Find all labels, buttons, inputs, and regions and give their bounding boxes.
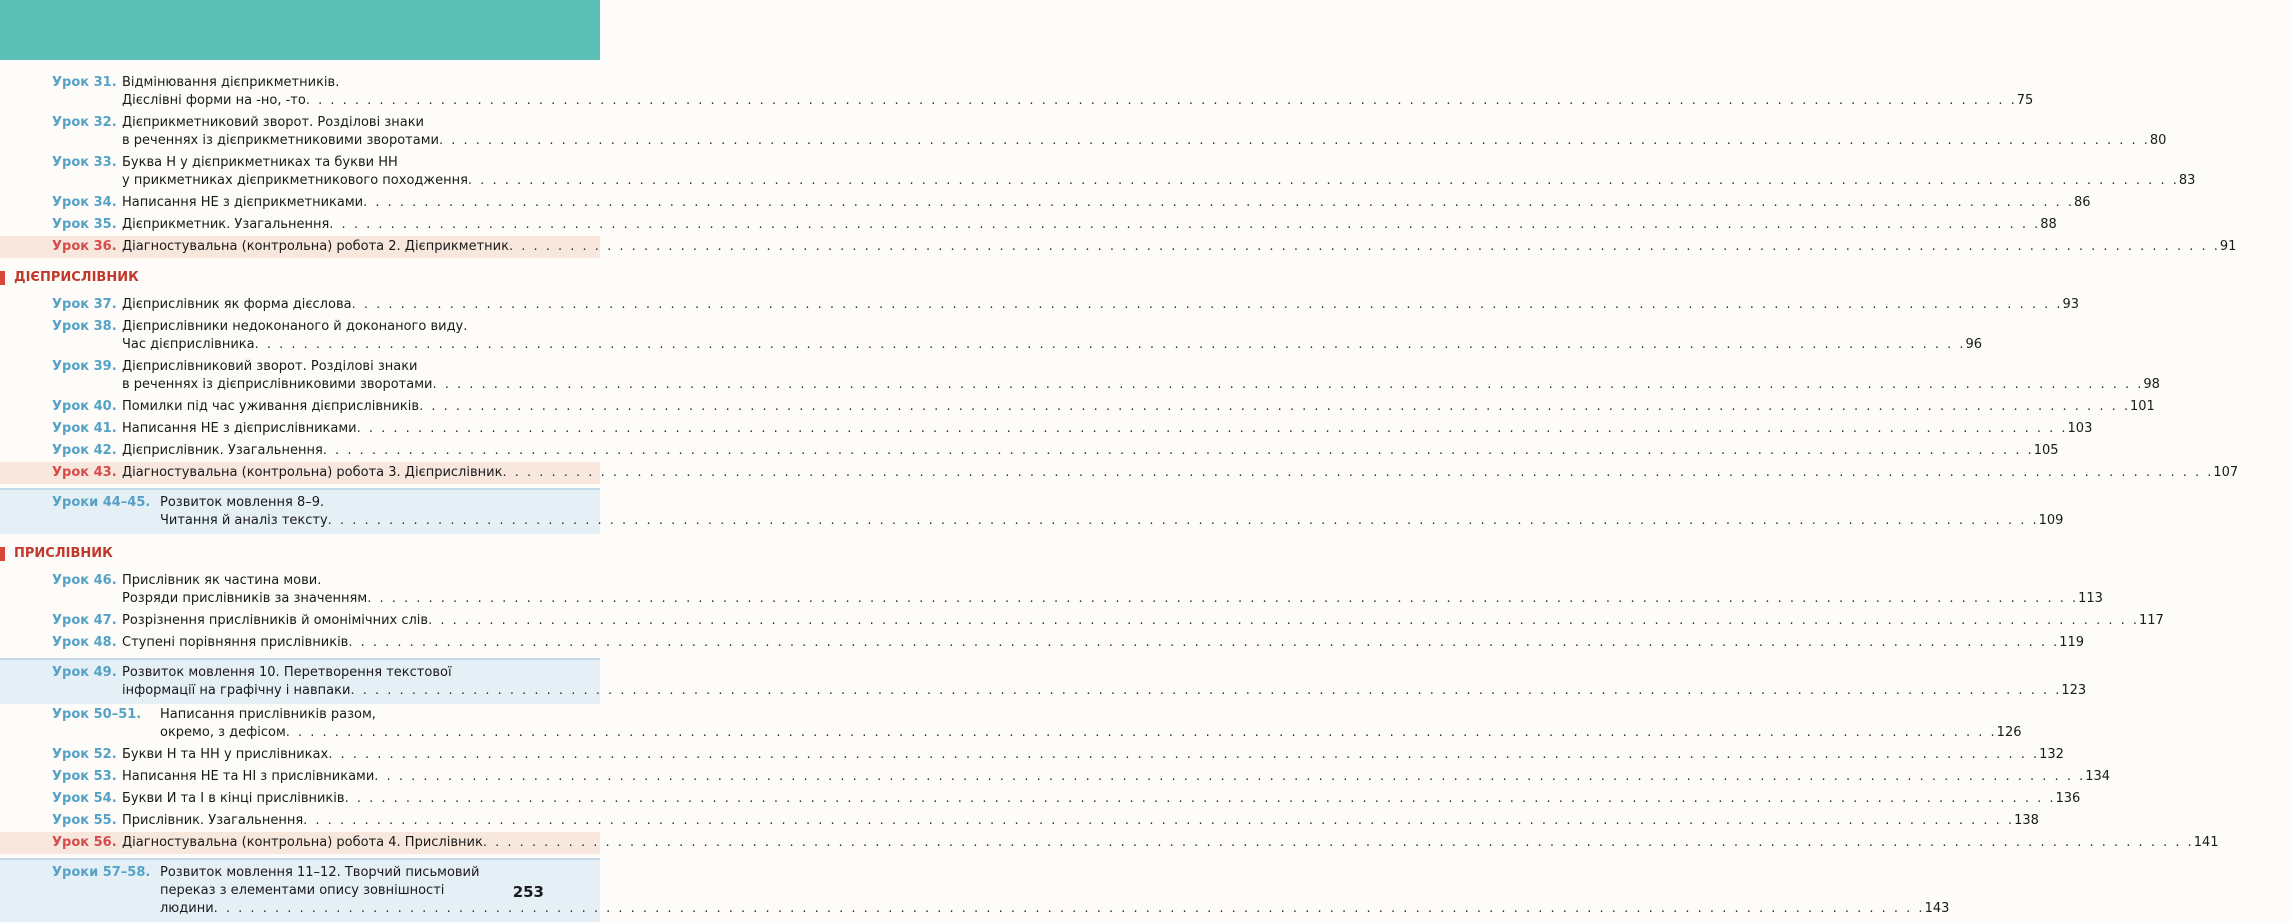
leader-dots bbox=[509, 238, 2220, 256]
lesson-title: Написання НЕ та НІ з прислівниками bbox=[122, 769, 375, 784]
toc-entry[interactable] bbox=[0, 766, 2111, 788]
leader-dots bbox=[357, 420, 2068, 438]
lesson-title: Діагностувальна (контрольна) робота 2. Дієприкметник bbox=[122, 239, 509, 254]
page-ref: 98 bbox=[2143, 377, 2160, 392]
toc-entry[interactable] bbox=[0, 72, 2034, 112]
leader-dots bbox=[348, 634, 2059, 652]
toc-entry[interactable] bbox=[0, 462, 2239, 484]
page-ref: 83 bbox=[2178, 173, 2196, 188]
leader-dots bbox=[419, 398, 2130, 416]
lesson-title: Ступені порівняння прислівників bbox=[122, 635, 349, 650]
page-ref: 80 bbox=[2149, 133, 2167, 148]
leader-dots bbox=[345, 790, 2056, 808]
leader-dots bbox=[350, 682, 2061, 700]
leader-dots bbox=[328, 512, 2039, 530]
lesson-title: Дієслівні форми на -но, -то bbox=[122, 93, 306, 108]
lesson-label: Уроки 57–58. bbox=[52, 865, 151, 880]
leader-dots bbox=[363, 194, 2074, 212]
lesson-label: Урок 48. bbox=[52, 635, 117, 650]
toc-entry[interactable] bbox=[0, 192, 2091, 214]
page-ref: 113 bbox=[2078, 591, 2103, 606]
page-ref: 109 bbox=[2038, 513, 2064, 528]
toc-entry[interactable] bbox=[0, 570, 2103, 610]
page-ref: 143 bbox=[1924, 901, 1950, 916]
lesson-label: Урок 40. bbox=[52, 399, 117, 414]
lesson-label: Урок 34. bbox=[52, 195, 117, 210]
lesson-label: Урок 35. bbox=[52, 217, 117, 232]
lesson-title: Розвиток мовлення 8–9. bbox=[160, 495, 325, 510]
toc-entry[interactable] bbox=[0, 788, 2081, 810]
lesson-title: Розрізнення прислівників й омонімічних слів bbox=[122, 613, 429, 628]
leader-dots bbox=[328, 746, 2039, 764]
lesson-label: Урок 53. bbox=[52, 769, 117, 784]
lesson-label: Урок 56. bbox=[52, 835, 117, 850]
lesson-label: Урок 54. bbox=[52, 791, 117, 806]
lesson-title: Відмінювання дієприкметників. bbox=[122, 75, 340, 90]
toc-entry[interactable] bbox=[0, 236, 2237, 258]
lesson-title: інформації на графічну і навпаки bbox=[122, 683, 351, 698]
toc-entry[interactable] bbox=[0, 294, 2080, 316]
lesson-title: людини bbox=[160, 901, 214, 916]
leader-dots bbox=[367, 590, 2078, 608]
leader-dots bbox=[255, 336, 1966, 354]
lesson-title: Розвиток мовлення 11–12. Творчий письмовий bbox=[160, 865, 480, 880]
toc-entry[interactable] bbox=[0, 744, 2064, 766]
page-ref: 141 bbox=[2193, 835, 2219, 850]
lesson-title: Написання прислівників разом, bbox=[160, 707, 376, 722]
page-ref: 134 bbox=[2085, 769, 2111, 784]
lesson-title: Дієприкметник. Узагальнення bbox=[122, 217, 330, 232]
toc-entry[interactable] bbox=[0, 112, 2167, 152]
lesson-label: Урок 47. bbox=[52, 613, 117, 628]
lesson-title: Дієприслівник. Узагальнення bbox=[122, 443, 323, 458]
lesson-title: Букви И та І в кінці прислівників bbox=[122, 791, 345, 806]
toc-entry[interactable] bbox=[0, 396, 2155, 418]
page-ref: 132 bbox=[2039, 747, 2064, 762]
header-band bbox=[0, 0, 600, 60]
lesson-label: Урок 42. bbox=[52, 443, 117, 458]
lesson-title: у прикметниках дієприкметникового походження bbox=[122, 173, 468, 188]
lesson-title: Дієприслівники недоконаного й доконаного виду. bbox=[122, 319, 468, 334]
toc-entry[interactable] bbox=[0, 214, 2057, 236]
section-heading: ДІЄПРИСЛІВНИК bbox=[0, 268, 600, 288]
page-ref: 93 bbox=[2062, 297, 2080, 312]
leader-dots bbox=[214, 900, 1925, 918]
lesson-title: Букви Н та НН у прислівниках bbox=[122, 747, 329, 762]
leader-dots bbox=[303, 812, 2014, 830]
lesson-title: Буква Н у дієприкметниках та букви НН bbox=[122, 155, 398, 170]
lesson-label: Урок 55. bbox=[52, 813, 117, 828]
toc-entry[interactable] bbox=[0, 488, 2064, 534]
page-ref: 86 bbox=[2074, 195, 2091, 210]
leader-dots bbox=[323, 442, 2034, 460]
toc-entry[interactable] bbox=[0, 418, 2093, 440]
lesson-label: Урок 31. bbox=[52, 75, 117, 90]
toc-entry[interactable] bbox=[0, 704, 2022, 744]
lesson-title: Діагностувальна (контрольна) робота 3. Дієприслівник bbox=[122, 465, 503, 480]
lesson-title: в реченнях із дієприкметниковими зворотами bbox=[122, 133, 439, 148]
lesson-title: Прислівник. Узагальнення bbox=[122, 813, 304, 828]
page-ref: 136 bbox=[2055, 791, 2081, 806]
lesson-title: Прислівник як частина мови. bbox=[122, 573, 322, 588]
toc-entry[interactable] bbox=[0, 658, 2087, 704]
page-ref: 91 bbox=[2219, 239, 2237, 254]
leader-dots bbox=[432, 376, 2143, 394]
lesson-title: в реченнях із дієприслівниковими зворотами bbox=[122, 377, 433, 392]
page-ref: 117 bbox=[2139, 613, 2164, 628]
leader-dots bbox=[352, 296, 2063, 314]
lesson-label: Уроки 44–45. bbox=[52, 495, 151, 510]
lesson-title: Читання й аналіз тексту bbox=[160, 513, 328, 528]
toc-entry[interactable] bbox=[0, 356, 2160, 396]
lesson-title: Помилки під час уживання дієприслівників bbox=[122, 399, 420, 414]
leader-dots bbox=[374, 768, 2085, 786]
lesson-label: Урок 52. bbox=[52, 747, 117, 762]
lesson-label: Урок 41. bbox=[52, 421, 117, 436]
leader-dots bbox=[329, 216, 2040, 234]
lesson-label: Урок 43. bbox=[52, 465, 117, 480]
lesson-label: Урок 33. bbox=[52, 155, 117, 170]
toc-entry[interactable] bbox=[0, 810, 2039, 832]
lesson-title: окремо, з дефісом bbox=[160, 725, 286, 740]
page-ref: 96 bbox=[1965, 337, 1983, 352]
lesson-title: переказ з елементами опису зовнішності bbox=[160, 883, 445, 898]
lesson-title: Розвиток мовлення 10. Перетворення текстової bbox=[122, 665, 452, 680]
leader-dots bbox=[428, 612, 2139, 630]
toc-entry[interactable] bbox=[0, 440, 2059, 462]
page-ref: 123 bbox=[2061, 683, 2087, 698]
lesson-title: Час дієприслівника bbox=[122, 337, 255, 352]
lesson-label: Урок 50–51. bbox=[52, 707, 142, 722]
page-number: 253 bbox=[512, 883, 544, 901]
page-ref: 107 bbox=[2213, 465, 2239, 480]
lesson-title: Написання НЕ з дієприслівниками bbox=[122, 421, 357, 436]
toc-entry[interactable] bbox=[0, 832, 2219, 854]
lesson-label: Урок 32. bbox=[52, 115, 117, 130]
toc-entry[interactable] bbox=[0, 610, 2164, 632]
page-ref: 75 bbox=[2016, 93, 2034, 108]
lesson-label: Урок 38. bbox=[52, 319, 117, 334]
toc-entry[interactable] bbox=[0, 316, 1983, 356]
lesson-title: Дієприслівниковий зворот. Розділові знаки bbox=[122, 359, 418, 374]
leader-dots bbox=[468, 172, 2179, 190]
lesson-title: Дієприслівник як форма дієслова bbox=[122, 297, 352, 312]
page-ref: 88 bbox=[2040, 217, 2057, 232]
leader-dots bbox=[502, 464, 2213, 482]
lesson-label: Урок 36. bbox=[52, 239, 117, 254]
page-ref: 126 bbox=[1996, 725, 2022, 740]
toc-entry[interactable] bbox=[0, 858, 1950, 922]
leader-dots bbox=[306, 92, 2017, 110]
page-ref: 138 bbox=[2014, 813, 2039, 828]
leader-dots bbox=[439, 132, 2150, 150]
lesson-title: Дієприкметниковий зворот. Розділові знаки bbox=[122, 115, 425, 130]
lesson-title: Розряди прислівників за значенням bbox=[122, 591, 368, 606]
lesson-title: Написання НЕ з дієприкметниками bbox=[122, 195, 364, 210]
table-of-contents bbox=[0, 72, 2239, 922]
lesson-title: Діагностувальна (контрольна) робота 4. Прислівник bbox=[122, 835, 483, 850]
lesson-label: Урок 39. bbox=[52, 359, 117, 374]
leader-dots bbox=[483, 834, 2194, 852]
page-ref: 105 bbox=[2033, 443, 2059, 458]
lesson-label: Урок 46. bbox=[52, 573, 117, 588]
lesson-label: Урок 49. bbox=[52, 665, 117, 680]
page-ref: 101 bbox=[2129, 399, 2155, 414]
toc-entry[interactable] bbox=[0, 632, 2085, 654]
leader-dots bbox=[286, 724, 1997, 742]
section-heading: ПРИСЛІВНИК bbox=[0, 544, 600, 564]
toc-entry[interactable] bbox=[0, 152, 2196, 192]
page-ref: 103 bbox=[2067, 421, 2093, 436]
lesson-label: Урок 37. bbox=[52, 297, 117, 312]
page-ref: 119 bbox=[2059, 635, 2085, 650]
